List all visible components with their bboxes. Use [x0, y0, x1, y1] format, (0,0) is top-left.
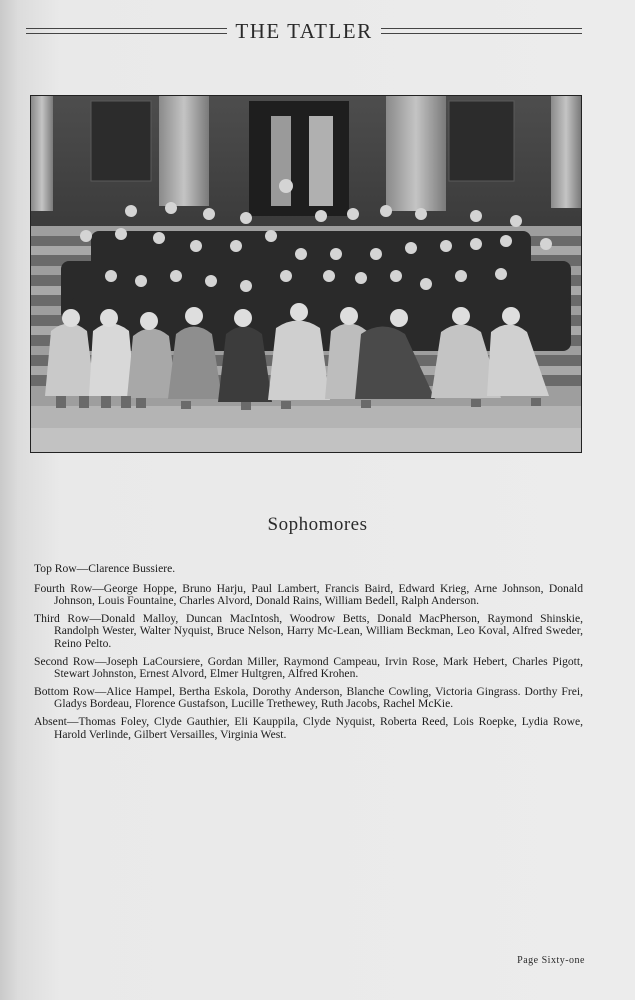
class-group-photo [30, 95, 582, 453]
header-rule-right [381, 28, 582, 34]
page-header [26, 18, 582, 44]
photo-illustration [31, 96, 581, 452]
caption-bottom-row: Bottom Row—Alice Hampel, Bertha Eskola, Dorothy Anderson, Blanche Cowling, Victoria Gingrass. Dorthy Frei, Gladys Bordeau, Florence Gustafson, Lucille Trethewey, Ruth Jacobs, Rachel McKie. [34, 684, 583, 711]
caption-third-row: Third Row—Donald Malloy, Duncan MacIntosh, Woodrow Betts, Donald MacPherson, Raymond Shinskie, Randolph Wester, Walter Nyquist, Bruce Nelson, Harry Mc-Lean, William Beckman, Leo Koval, Alfred Sweder, Reino Pelto. [34, 611, 583, 650]
photo-caption [34, 563, 583, 746]
caption-fourth-row: Fourth Row—George Hoppe, Bruno Harju, Paul Lambert, Francis Baird, Edward Krieg, Arne Johnson, Donald Johnson, Louis Fountaine, Charles Alvord, Donald Rains, William Bedell, Ralph Anderson. [34, 581, 583, 608]
page-number: Page Sixty-one [517, 955, 585, 966]
publication-title: THE TATLER [235, 18, 373, 43]
caption-top-row: Top Row—Clarence Bussiere. [34, 562, 176, 575]
header-rule-left [26, 28, 227, 34]
section-title: Sophomores [267, 514, 368, 535]
caption-absent: Absent—Thomas Foley, Clyde Gauthier, Eli Kauppila, Clyde Nyquist, Roberta Reed, Lois Roepke, Lydia Rowe, Harold Verlinde, Gilbert Versailles, Virginia West. [34, 714, 583, 741]
caption-second-row: Second Row—Joseph LaCoursiere, Gordan Miller, Raymond Campeau, Irvin Rose, Mark Hebert, Charles Pigott, Stewart Johnston, Ernest Alvord, Elmer Hultgren, Alfred Krohen. [34, 654, 583, 681]
